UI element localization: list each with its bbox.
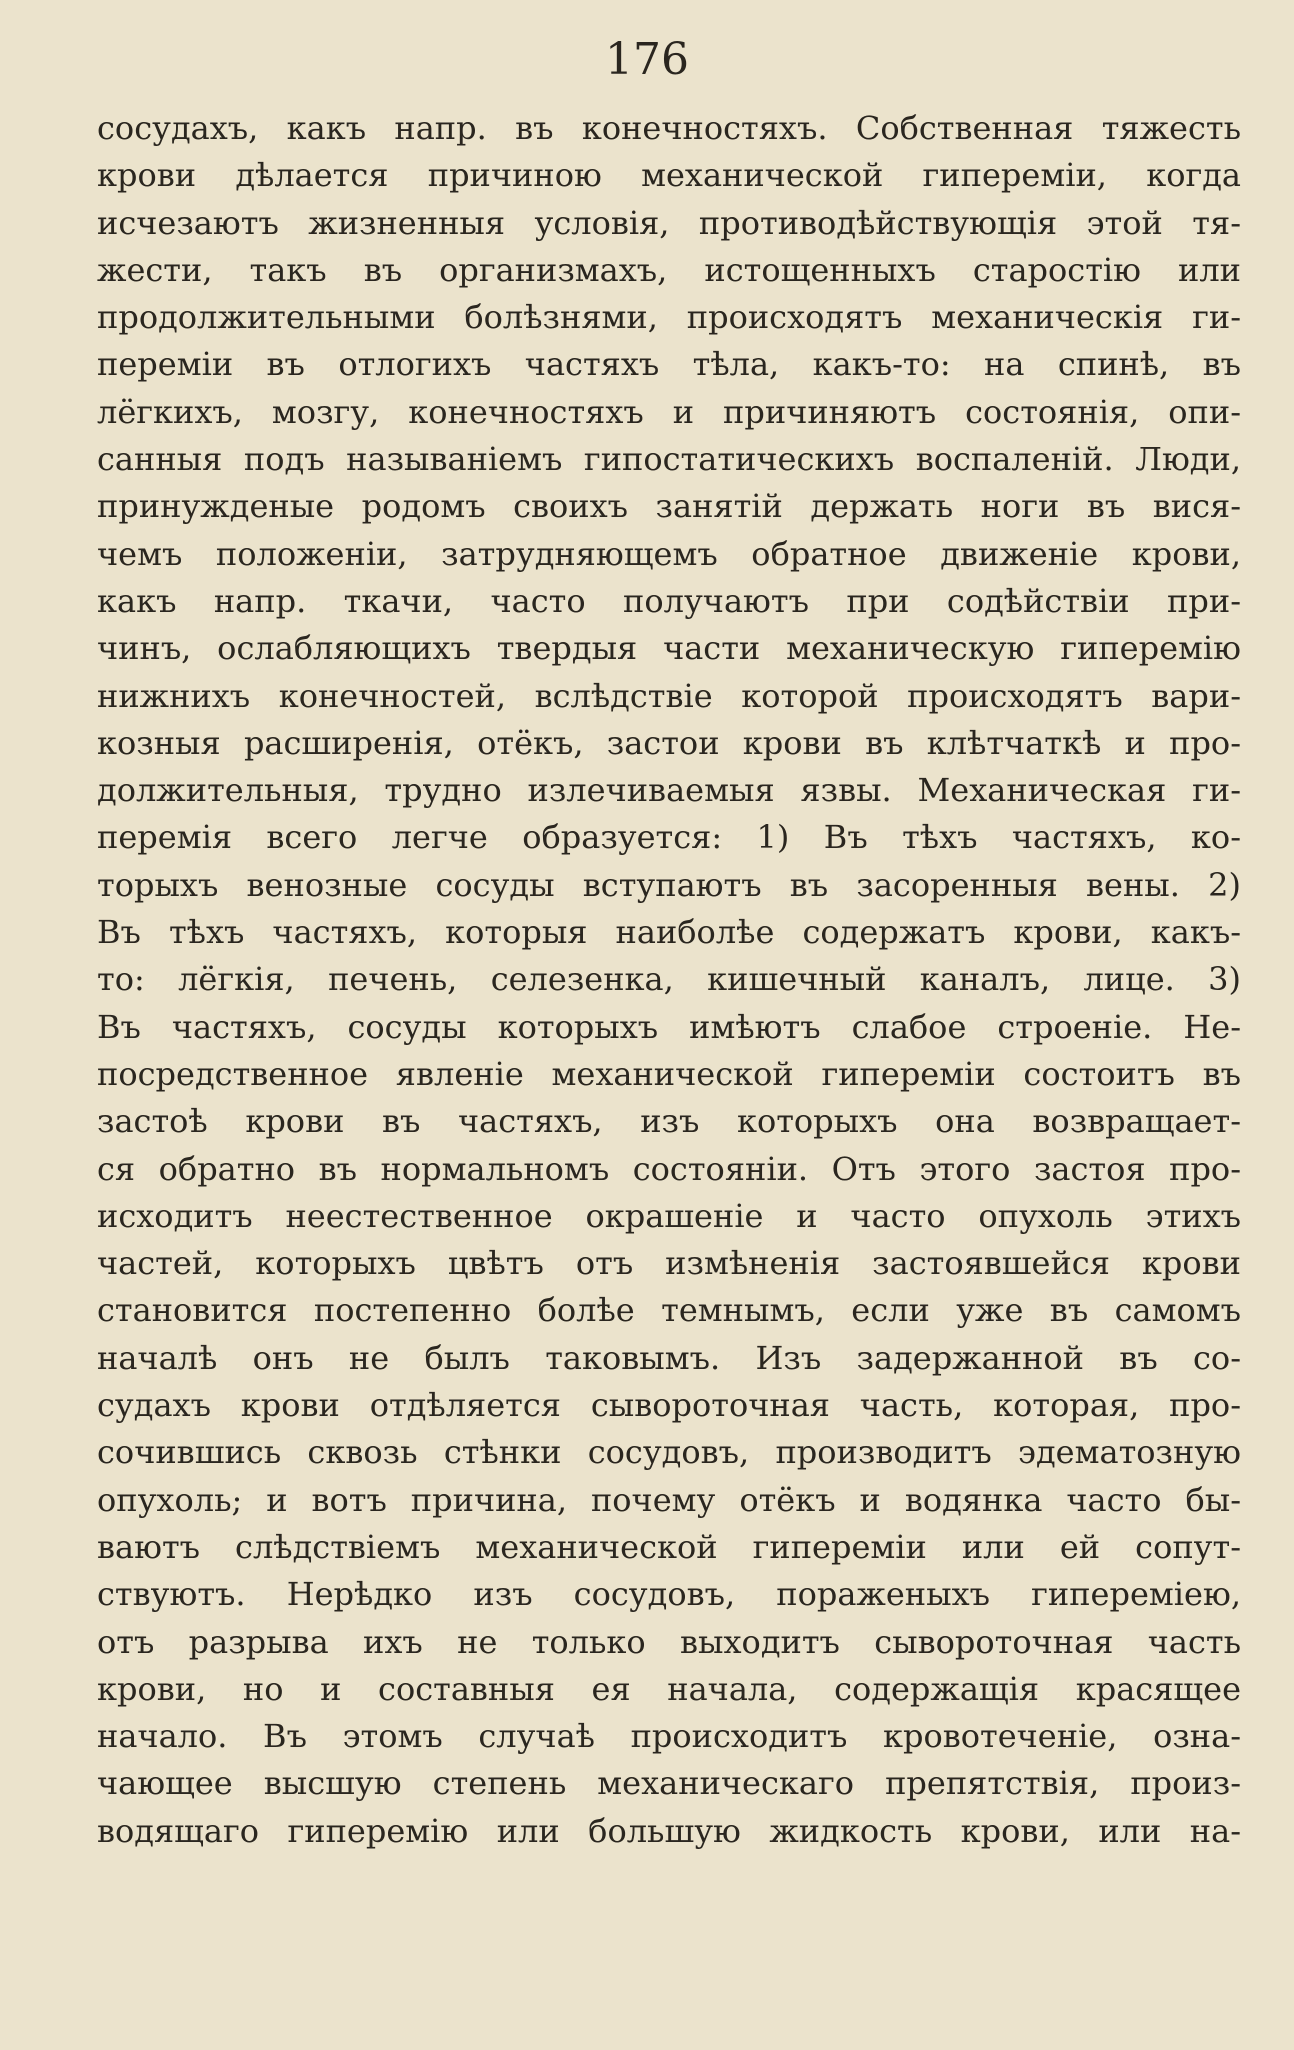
text-line: ваютъ слѣдствіемъ механической гипереміи или ей сопут- [97, 1527, 1241, 1566]
text-line: нижнихъ конечностей, вслѣдствіе которой происходятъ вари- [97, 676, 1241, 715]
text-line: застоѣ крови въ частяхъ, изъ которыхъ она возвращает- [97, 1102, 1241, 1141]
text-line: крови, но и составныя ея начала, содержащія красящее [97, 1669, 1241, 1708]
text-line: Въ тѣхъ частяхъ, которыя наиболѣе содержатъ крови, какъ- [97, 913, 1241, 952]
text-line: должительныя, трудно излечиваемыя язвы. Механическая ги- [97, 771, 1241, 810]
text-line: продолжительными болѣзнями, происходятъ механическія ги- [97, 298, 1241, 337]
text-line: сочившись сквозь стѣнки сосудовъ, производитъ эдематозную [97, 1433, 1241, 1472]
text-line: водящаго гиперемію или большую жидкость крови, или на- [97, 1811, 1241, 1850]
text-line: начало. Въ этомъ случаѣ происходитъ кровотеченіе, озна- [97, 1717, 1241, 1756]
text-line: ся обратно въ нормальномъ состояніи. Отъ этого застоя про- [97, 1149, 1241, 1188]
text-line: исчезаютъ жизненныя условія, противодѣйствующія этой тя- [97, 203, 1241, 242]
text-line: торыхъ венозные сосуды вступаютъ въ засоренныя вены. 2) [97, 865, 1241, 904]
text-line: принужденые родомъ своихъ занятій держать ноги въ вися- [97, 487, 1241, 526]
text-line: то: лёгкія, печень, селезенка, кишечный каналъ, лице. 3) [97, 960, 1241, 999]
text-line: частей, которыхъ цвѣтъ отъ измѣненія застоявшейся крови [97, 1244, 1241, 1283]
text-line: исходитъ неестественное окрашеніе и часто опухоль этихъ [97, 1196, 1241, 1235]
text-line: Въ частяхъ, сосуды которыхъ имѣютъ слабое строеніе. Не- [97, 1007, 1241, 1046]
text-line: сосудахъ, какъ напр. въ конечностяхъ. Собственная тяжесть [97, 109, 1241, 147]
text-line: ствуютъ. Нерѣдко изъ сосудовъ, пораженыхъ гипереміею, [97, 1575, 1241, 1614]
text-line: крови дѣлается причиною механической гипереміи, когда [97, 156, 1241, 195]
text-line: лёгкихъ, мозгу, конечностяхъ и причиняютъ состоянія, опи- [97, 392, 1241, 431]
text-line: судахъ крови отдѣляется сывороточная часть, которая, про- [97, 1386, 1241, 1425]
text-line: переміи въ отлогихъ частяхъ тѣла, какъ-то: на спинѣ, въ [97, 345, 1241, 384]
text-line: чающее высшую степень механическаго препятствія, произ- [97, 1764, 1241, 1803]
text-line: козныя расширенія, отёкъ, застои крови въ клѣтчаткѣ и про- [97, 723, 1241, 762]
text-line: перемія всего легче образуется: 1) Въ тѣхъ частяхъ, ко- [97, 818, 1241, 857]
text-line: становится постепенно болѣе темнымъ, если уже въ самомъ [97, 1291, 1241, 1330]
text-line: опухоль; и вотъ причина, почему отёкъ и водянка часто бы- [97, 1480, 1241, 1519]
text-line: санныя подъ называніемъ гипостатическихъ воспаленій. Люди, [97, 440, 1241, 479]
text-line: началѣ онъ не былъ таковымъ. Изъ задержанной въ со- [97, 1338, 1241, 1377]
text-line: чемъ положеніи, затрудняющемъ обратное движеніе крови, [97, 534, 1241, 573]
page-number: 176 [605, 34, 689, 85]
text-line: какъ напр. ткачи, часто получаютъ при содѣйствіи при- [97, 581, 1241, 620]
body-text [97, 105, 1241, 1855]
text-line: чинъ, ослабляющихъ твердыя части механическую гиперемію [97, 629, 1241, 668]
text-line: жести, такъ въ организмахъ, истощенныхъ старостію или [97, 250, 1241, 289]
text-line: посредственное явленіе механической гипереміи состоитъ въ [97, 1054, 1241, 1093]
text-line: отъ разрыва ихъ не только выходитъ сывороточная часть [97, 1622, 1241, 1661]
